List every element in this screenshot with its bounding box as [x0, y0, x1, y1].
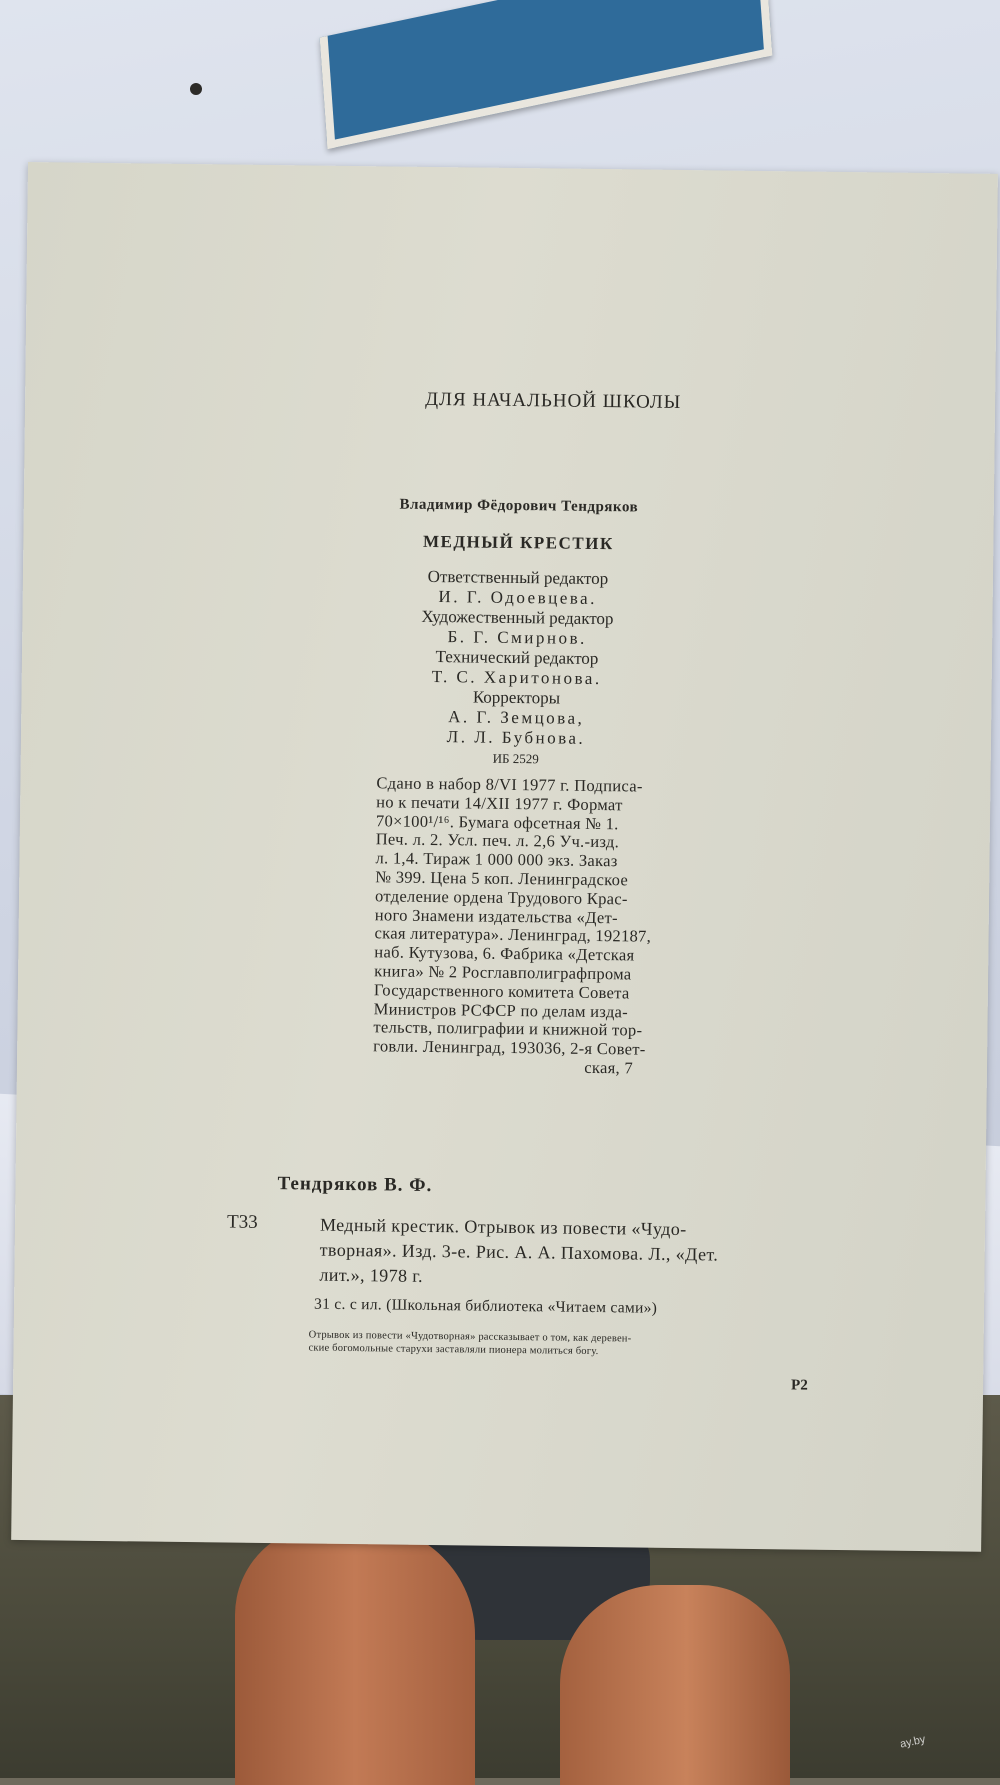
catalog-author: Тендряков В. Ф. — [277, 1173, 433, 1197]
credit-role: Ответственный редактор — [427, 566, 609, 589]
book-title: МЕДНЫЙ КРЕСТИК — [422, 531, 614, 554]
catalog-classification: Р2 — [791, 1377, 808, 1394]
imprint-line: 70×100¹/¹⁶. Бумага офсетная № 1. — [375, 810, 619, 833]
imprint-line: книга» № 2 Росглавполиграфпрома — [374, 961, 632, 984]
catalog-annotation-line: Отрывок из повести «Чудотворная» рассказывает о том, как деревен- — [308, 1329, 632, 1345]
imprint-line: говли. Ленинград, 193036, 2-я Совет- — [373, 1036, 646, 1059]
imprint-line: № 399. Цена 5 коп. Ленинградское — [375, 867, 629, 890]
series-label: ДЛЯ НАЧАЛЬНОЙ ШКОЛЫ — [425, 388, 682, 413]
imprint-line: л. 1,4. Тираж 1 000 000 экз. Заказ — [375, 848, 618, 871]
ib-number: ИБ 2529 — [492, 750, 539, 767]
imprint-line: наб. Кутузова, 6. Фабрика «Детская — [374, 942, 635, 965]
left-leg — [235, 1525, 475, 1785]
imprint-line: ская, 7 — [584, 1057, 634, 1078]
catalog-description-line: творная». Изд. 3-е. Рис. А. А. Пахомова. Л., «Дет. — [319, 1239, 719, 1265]
imprint-line: ская литература». Ленинград, 192187, — [374, 923, 652, 947]
imprint-line: ного Знамени издательства «Дет- — [374, 904, 618, 927]
catalog-annotation-line: ские богомольные старухи заставляли пионера молиться богу. — [308, 1342, 599, 1358]
imprint-line: Министров РСФСР по делам изда- — [373, 998, 629, 1021]
catalog-description-line: Медный крестик. Отрывок из повести «Чудо- — [319, 1214, 687, 1240]
imprint-line: Печ. л. 2. Усл. печ. л. 2,6 Уч.-изд. — [375, 829, 620, 852]
credit-name: Л. Л. Бубнова. — [446, 727, 586, 748]
credit-name: Б. Г. Смирнов. — [447, 627, 587, 648]
imprint-line: тельств, полиграфии и книжной тор- — [373, 1017, 643, 1040]
surface-spot — [190, 83, 202, 95]
right-leg — [560, 1585, 790, 1785]
catalog-description-line: лит.», 1978 г. — [319, 1264, 424, 1286]
credit-role: Корректоры — [472, 687, 561, 708]
imprint-line: Сдано в набор 8/VI 1977 г. Подписа- — [376, 773, 643, 796]
credit-role: Технический редактор — [435, 647, 599, 669]
credit-name: И. Г. Одоевцева. — [438, 587, 598, 608]
watermark: ay.by — [899, 1733, 927, 1751]
editorial-credits — [21, 562, 1000, 754]
catalog-pages: 31 с. с ил. (Школьная библиотека «Читаем сами») — [313, 1295, 658, 1317]
imprint-block — [373, 774, 737, 1079]
credit-role: Художественный редактор — [421, 606, 614, 629]
printed-page — [11, 162, 998, 1552]
catalog-code: Т33 — [226, 1211, 258, 1233]
imprint-line: Государственного комитета Совета — [373, 980, 630, 1003]
imprint-line: но к печати 14/XII 1977 г. Формат — [376, 792, 623, 815]
catalog-description — [319, 1213, 830, 1294]
credit-name: А. Г. Земцова, — [448, 707, 585, 728]
author-full-name: Владимир Фёдорович Тендряков — [399, 496, 639, 516]
imprint-line: отделение ордена Трудового Крас- — [374, 886, 628, 909]
catalog-annotation — [308, 1329, 828, 1361]
credit-name: Т. С. Харитонова. — [431, 666, 602, 689]
